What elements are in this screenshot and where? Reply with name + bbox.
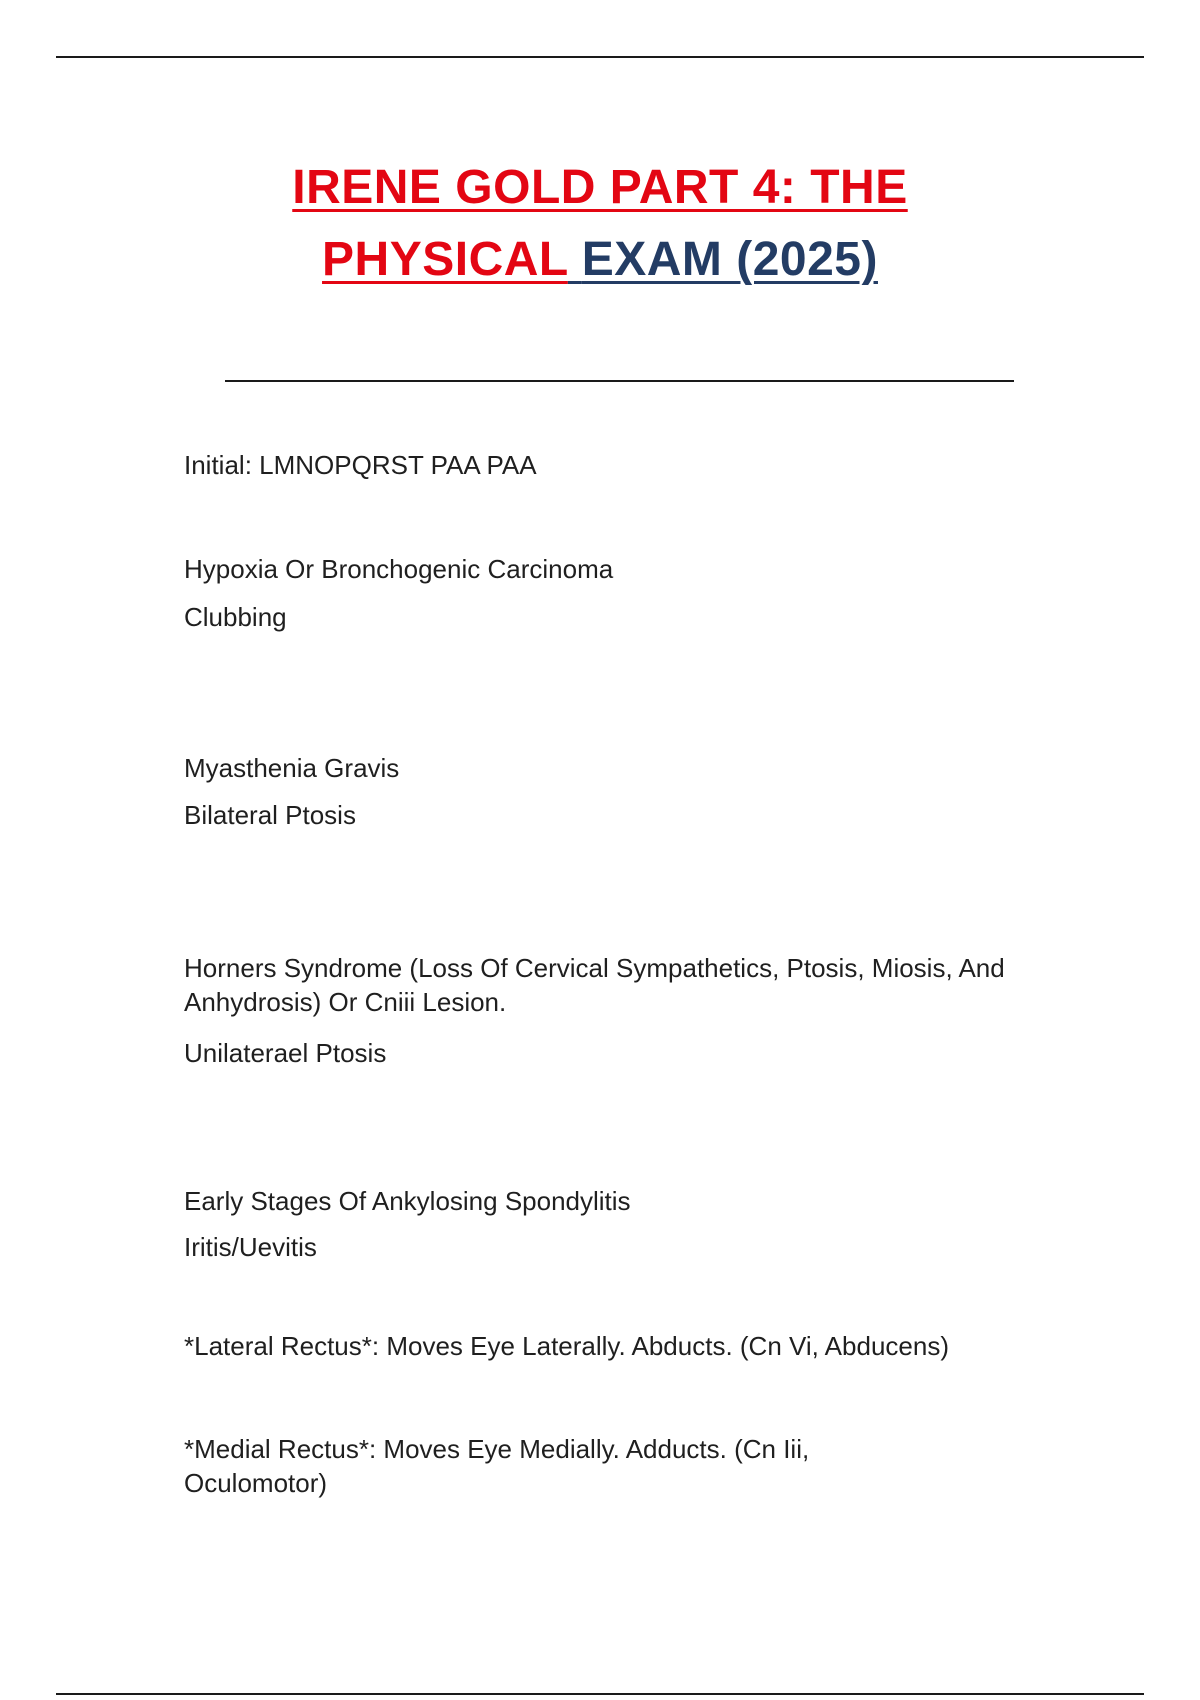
question-myasthenia-gravis: Myasthenia Gravis [184,753,400,783]
answer-bilateral-ptosis: Bilateral Ptosis [184,800,356,830]
question-horners-syndrome: Horners Syndrome (Loss Of Cervical Sympathetics, Ptosis, Miosis, And Anhydrosis) Or Cniii Lesion. [184,953,1005,1017]
title-line-1-text: IRENE GOLD PART 4: THE [292,161,908,214]
question-ankylosing-spondylitis: Early Stages Of Ankylosing Spondylitis [184,1186,631,1216]
medial-rectus-line: *Medial Rectus*: Moves Eye Medially. Adducts. (Cn Iii, Oculomotor) [184,1434,810,1498]
answer-clubbing: Clubbing [184,602,287,632]
title-line-1 [150,152,1050,224]
bottom-rule [56,1693,1144,1695]
document-title [150,152,1050,296]
top-rule [56,56,1144,58]
title-divider [225,380,1014,382]
answer-iritis-uveitis: Iritis/Uevitis [184,1232,317,1262]
title-line-2-red-text: PHYSICAL [322,233,568,286]
lateral-rectus-line: *Lateral Rectus*: Moves Eye Laterally. Abducts. (Cn Vi, Abducens) [184,1331,949,1361]
answer-unilateral-ptosis: Unilaterael Ptosis [184,1038,387,1068]
question-hypoxia: Hypoxia Or Bronchogenic Carcinoma [184,554,614,584]
title-line-2 [150,224,1050,296]
initial-line: Initial: LMNOPQRST PAA PAA [184,450,537,480]
title-line-2-blue-text: EXAM (2025) [581,233,878,286]
